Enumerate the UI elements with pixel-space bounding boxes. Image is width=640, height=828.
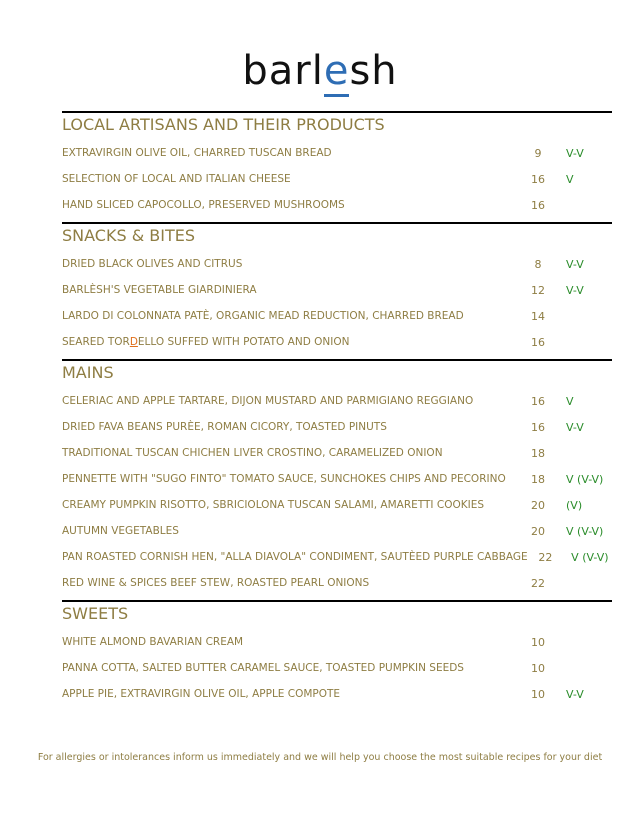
diet-label: V-V [566,283,584,297]
diet-label: V-V [566,257,584,271]
item-name: PANNA COTTA, SALTED BUTTER CARAMEL SAUCE, TOASTED PUMPKIN SEEDS [62,662,464,674]
item-name: PENNETTE WITH "SUGO FINTO" TOMATO SAUCE, SUNCHOKES CHIPS AND PECORINO [62,473,506,485]
item-name: CREAMY PUMPKIN RISOTTO, SBRICIOLONA TUSCAN SALAMI, AMARETTI COOKIES [62,499,485,511]
item-price: 9 [534,146,542,160]
menu-item [62,655,612,681]
diet-label: V-V [566,146,584,160]
item-price: 10 [531,661,545,675]
item-price: 12 [531,283,545,297]
item-price: 22 [531,576,545,590]
menu-item [62,544,612,570]
section-title: SNACKS & BITES [62,226,195,245]
item-name: SELECTION OF LOCAL AND ITALIAN CHEESE [62,173,291,185]
logo-text: barl [242,48,324,94]
item-price: 20 [531,498,545,512]
menu-item [62,629,612,655]
item-price: 16 [531,394,545,408]
item-name: APPLE PIE, EXTRAVIRGIN OLIVE OIL, APPLE COMPOTE [62,688,341,700]
item-name: EXTRAVIRGIN OLIVE OIL, CHARRED TUSCAN BREAD [62,147,332,159]
item-name: AUTUMN VEGETABLES [62,525,179,537]
logo-text: sh [349,48,398,94]
item-price: 14 [531,309,545,323]
allergy-note: For allergies or intolerances inform us immediately and we will help you choose the most suitable recipes for your diet [37,752,603,763]
diet-label: V (V-V) [566,524,604,538]
item-name-part: ELLO SUFFED WITH POTATO AND ONION [137,336,350,348]
highlighted-letter: D [129,336,138,348]
section-title: MAINS [62,363,114,382]
item-name: LARDO DI COLONNATA PATÈ, ORGANIC MEAD REDUCTION, CHARRED BREAD [62,310,464,322]
item-price: 18 [531,472,545,486]
menu-section [62,600,612,711]
item-name: DRIED FAVA BEANS PURÈE, ROMAN CICORY, TOASTED PINUTS [62,421,387,433]
item-name: WHITE ALMOND BAVARIAN CREAM [62,636,244,648]
item-name: TRADITIONAL TUSCAN CHICHEN LIVER CROSTINO, CARAMELIZED ONION [62,447,443,459]
item-price: 18 [531,446,545,460]
menu-item [62,466,612,492]
diet-label: V [566,172,574,186]
menu-section [62,111,612,222]
diet-label: V-V [566,687,584,701]
menu-section [62,222,612,359]
menu-item [62,251,612,277]
diet-label: V (V-V) [566,472,604,486]
menu-item [62,166,612,192]
logo [0,48,640,94]
diet-label: V-V [566,420,584,434]
item-name: CELERIAC AND APPLE TARTARE, DIJON MUSTARD AND PARMIGIANO REGGIANO [62,395,474,407]
diet-label: V (V-V) [571,550,609,564]
item-name: RED WINE & SPICES BEEF STEW, ROASTED PEARL ONIONS [62,577,370,589]
item-price: 10 [531,687,545,701]
menu-item [62,414,612,440]
diet-label: V [566,394,574,408]
menu-item [62,140,612,166]
item-name: HAND SLICED CAPOCOLLO, PRESERVED MUSHROOMS [62,199,345,211]
item-price: 22 [538,550,553,564]
item-name [62,336,518,348]
item-price: 20 [531,524,545,538]
item-name: PAN ROASTED CORNISH HEN, "ALLA DIAVOLA" CONDIMENT, SAUTÈED PURPLE CABBAGE [62,551,528,563]
menu-item [62,277,612,303]
item-price: 16 [531,420,545,434]
menu-item [62,570,612,596]
item-price: 16 [531,335,545,349]
menu [62,111,612,711]
item-name: BARLÈSH'S VEGETABLE GIARDINIERA [62,284,257,296]
item-price: 16 [531,198,545,212]
menu-item [62,681,612,707]
menu-item [62,388,612,414]
logo-accent-letter: e [324,48,350,97]
item-name: DRIED BLACK OLIVES AND CITRUS [62,258,243,270]
menu-item [62,192,612,218]
menu-item [62,492,612,518]
menu-item [62,329,612,355]
item-name-part: SEARED TOR [62,336,130,348]
menu-item [62,440,612,466]
item-price: 8 [534,257,542,271]
section-title: SWEETS [62,604,129,623]
item-price: 10 [531,635,545,649]
menu-item [62,303,612,329]
menu-section [62,359,612,600]
diet-label: (V) [566,498,583,512]
item-price: 16 [531,172,545,186]
section-title: LOCAL ARTISANS AND THEIR PRODUCTS [62,115,385,134]
menu-item [62,518,612,544]
